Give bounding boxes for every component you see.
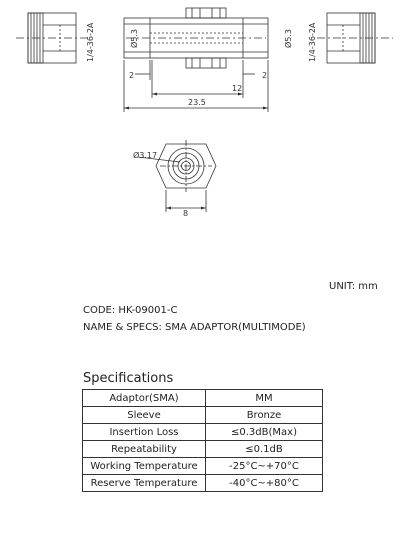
spec-label: Reserve Temperature [83, 475, 206, 492]
spec-value: MM [206, 390, 323, 407]
spec-value: ≤0.1dB [206, 441, 323, 458]
spec-label: Repeatability [83, 441, 206, 458]
table-row [83, 475, 323, 492]
name-specs-label: NAME & SPECS: SMA ADAPTOR(MULTIMODE) [83, 322, 306, 333]
table-row [83, 390, 323, 407]
end-view-bore-label: Ø3.17 [133, 151, 158, 160]
spec-label: Sleeve [83, 407, 206, 424]
spec-value: ≤0.3dB(Max) [206, 424, 323, 441]
right-bore-label: Ø5.3 [284, 28, 293, 48]
dim-small-left: 2 [129, 71, 135, 80]
main-bore-label: Ø5.3 [130, 28, 139, 48]
table-row [83, 441, 323, 458]
spec-label: Adaptor(SMA) [83, 390, 206, 407]
specifications-title: Specifications [83, 371, 174, 386]
specifications-table [82, 389, 323, 492]
spec-label: Working Temperature [83, 458, 206, 475]
right-thread-label: 1/4-36-2A [308, 22, 317, 62]
dim-small-right: 2 [262, 71, 268, 80]
dim-pitch: 12 [232, 84, 243, 93]
spec-label: Insertion Loss [83, 424, 206, 441]
spec-value: Bronze [206, 407, 323, 424]
spec-value: -40°C~+80°C [206, 475, 323, 492]
table-row [83, 458, 323, 475]
main-body-drawing [124, 8, 268, 68]
dim-overall: 23.5 [188, 98, 206, 107]
end-view-width-label: 8 [183, 209, 189, 218]
spec-value: -25°C~+70°C [206, 458, 323, 475]
table-row [83, 424, 323, 441]
table-row [83, 407, 323, 424]
left-thread-label: 1/4-36-2A [86, 22, 95, 62]
unit-label: UNIT: mm [329, 281, 378, 292]
code-label: CODE: HK-09001-C [83, 305, 178, 316]
